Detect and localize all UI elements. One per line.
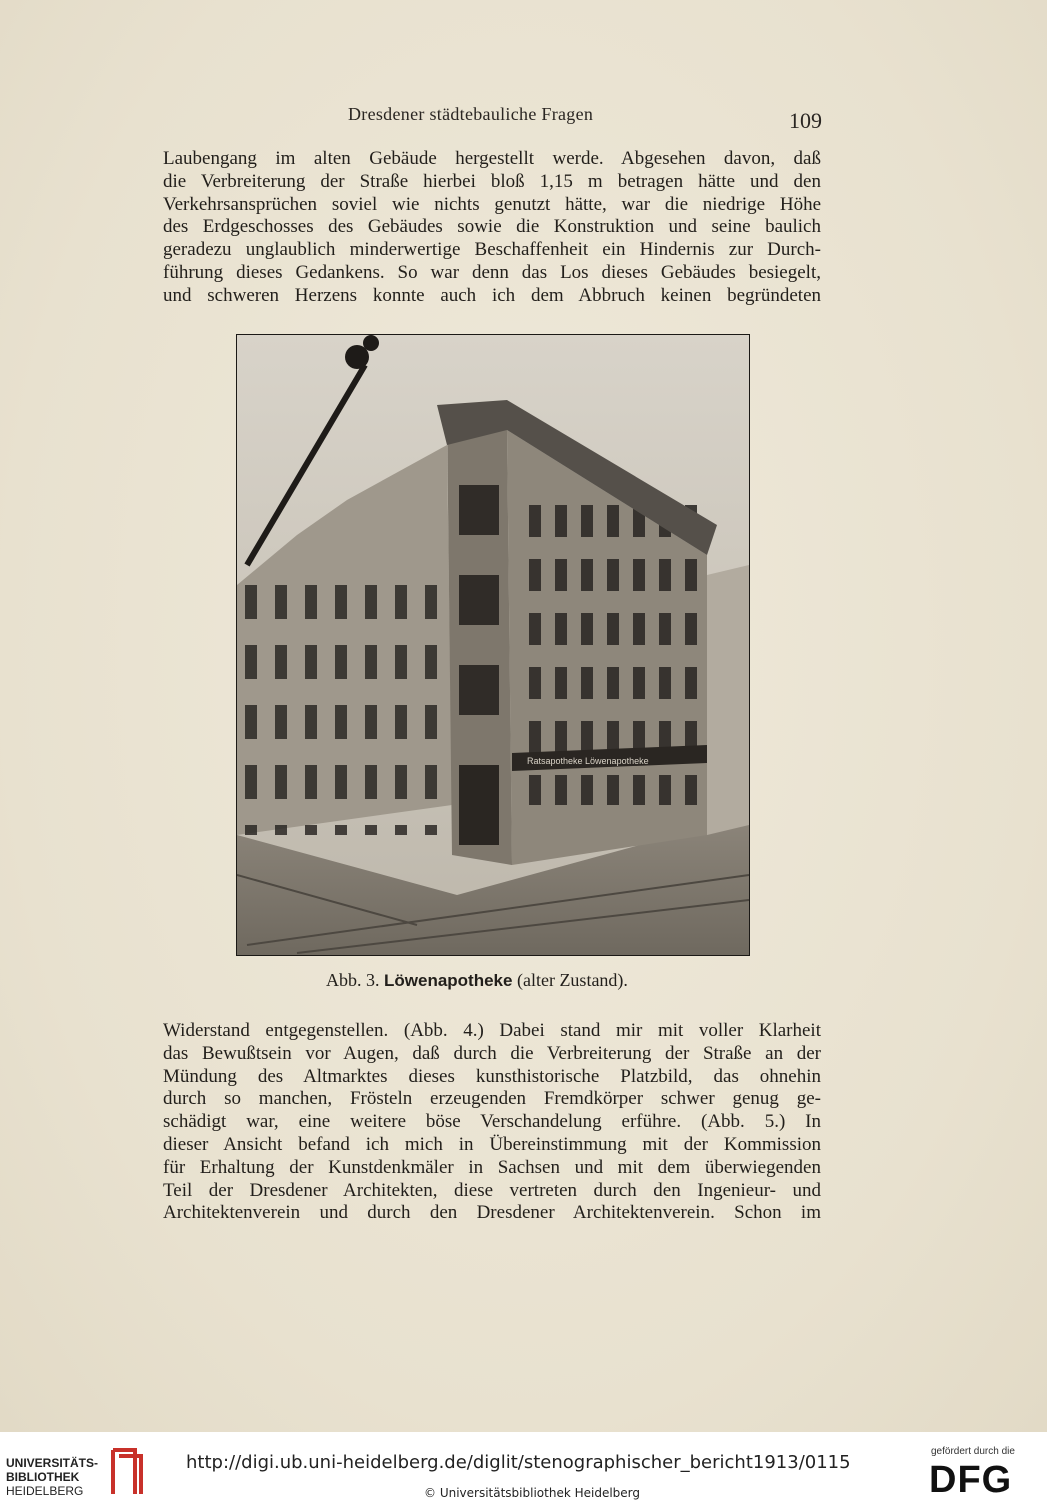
page-number: 109: [789, 108, 822, 133]
text-line: schädigt war, eine weitere böse Verschandelung erführe. (Abb. 5.) In: [163, 1111, 821, 1133]
caption-title: Löwenapotheke: [384, 971, 513, 990]
library-name: [6, 1456, 98, 1498]
figure-caption: [326, 970, 628, 991]
figure-photo-loewenapotheke: [236, 334, 750, 956]
text-line: durch so manchen, Frösteln erzeugenden Fremdkörper schwer genug ge-: [163, 1088, 821, 1110]
caption-prefix: Abb. 3.: [326, 970, 380, 990]
text-line: führung dieses Gedankens. So war denn das Los dieses Gebäudes besiegelt,: [163, 261, 821, 283]
library-logo-icon: [105, 1446, 147, 1498]
dfg-logo: DFG: [929, 1459, 1013, 1501]
text-line: des Erdgeschosses des Gebäudes sowie die Konstruktion und seine baulich: [163, 216, 821, 238]
text-line: Architektenverein und durch den Dresdener Architektenverein. Schon im: [163, 1202, 821, 1224]
text-line: und schweren Herzens konnte auch ich dem Abbruch keinen begründeten: [163, 284, 821, 306]
copyright-notice: © Universitätsbibliothek Heidelberg: [424, 1486, 641, 1500]
text-line: dieser Ansicht befand ich mich in Übereinstimmung mit der Kommission: [163, 1133, 821, 1155]
paragraph-top: [163, 148, 821, 308]
text-line: Mündung des Altmarktes dieses kunsthistorische Platzbild, das ohnehin: [163, 1065, 821, 1087]
library-line: BIBLIOTHEK: [6, 1470, 80, 1484]
caption-suffix: (alter Zustand).: [516, 970, 628, 990]
text-line: Verkehrsansprüchen soviel wie nichts genutzt hätte, war die niedrige Höhe: [163, 193, 821, 215]
source-url-link[interactable]: http://digi.ub.uni-heidelberg.de/diglit/stenographischer_bericht1913/0115: [186, 1452, 851, 1473]
text-line: Laubengang im alten Gebäude hergestellt werde. Abgesehen davon, daß: [163, 148, 821, 169]
text-line: Widerstand entgegenstellen. (Abb. 4.) Dabei stand mir mit voller Klarheit: [163, 1020, 821, 1041]
paragraph-bottom: [163, 1020, 821, 1225]
library-line: UNIVERSITÄTS-: [6, 1456, 99, 1470]
funding-label: gefördert durch die: [931, 1446, 1015, 1457]
library-line: HEIDELBERG: [6, 1484, 84, 1498]
text-line: geradezu unglaublich minderwertige Beschaffenheit ein Hindernis zur Durch-: [163, 239, 821, 261]
text-line: Teil der Dresdener Architekten, diese vertreten durch den Ingenieur- und: [163, 1179, 821, 1201]
text-line: das Bewußtsein vor Augen, daß durch die Verbreiterung der Straße an der: [163, 1042, 821, 1064]
shop-sign: Ratsapotheke Löwenapotheke: [527, 756, 649, 766]
text-line: die Verbreiterung der Straße hierbei bloß 1,15 m betragen hätte und den: [163, 170, 821, 192]
running-head: Dresdener städtebauliche Fragen: [348, 104, 594, 124]
text-line: für Erhaltung der Kunstdenkmäler in Sachsen und mit dem überwiegenden: [163, 1156, 821, 1178]
